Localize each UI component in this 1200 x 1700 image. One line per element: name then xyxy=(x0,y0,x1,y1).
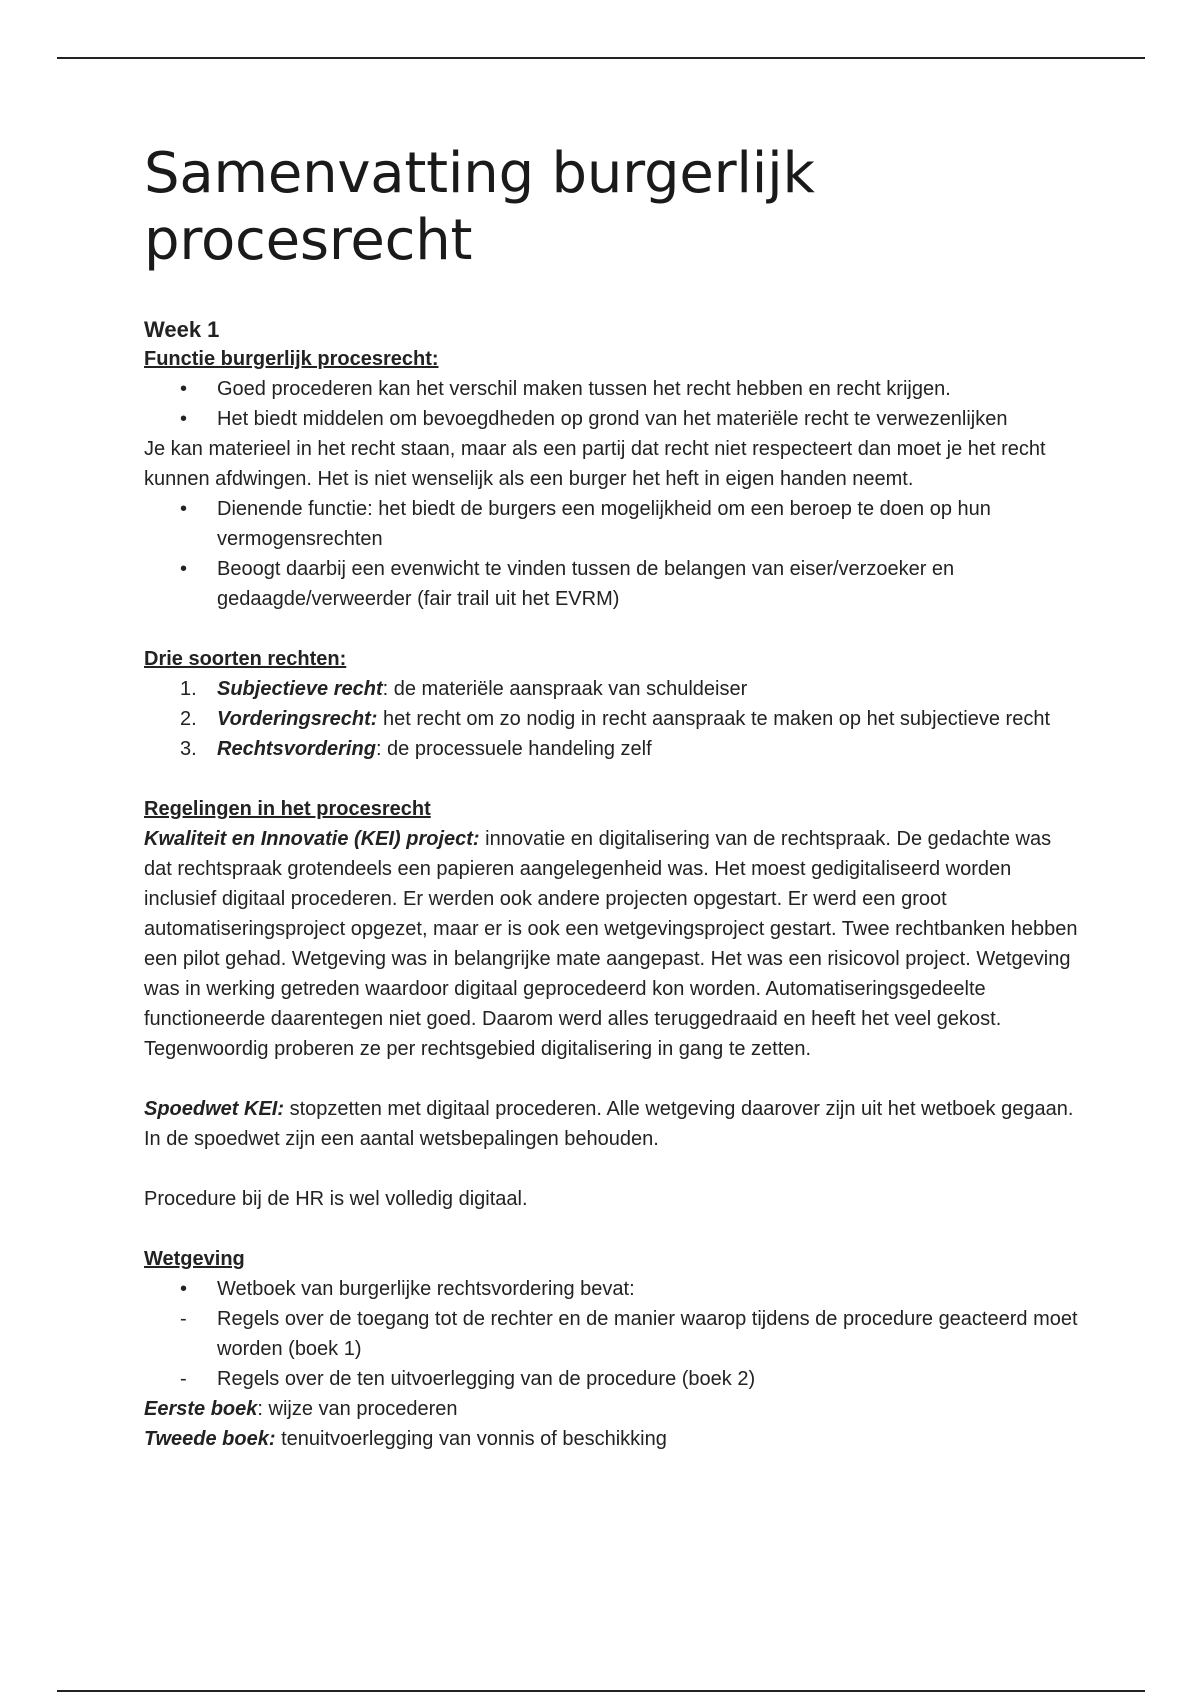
list-item: - Regels over de toegang tot de rechter en de manier waarop tijdens de procedure geacteerd moet worden (boek 1) xyxy=(144,1304,1084,1364)
document-title: Samenvatting burgerlijk procesrecht xyxy=(144,141,815,273)
list-item: • Dienende functie: het biedt de burgers een mogelijkheid om een beroep te doen op hun vermogensrechten xyxy=(144,494,1084,554)
list-item: - Regels over de ten uitvoerlegging van de procedure (boek 2) xyxy=(144,1364,1084,1394)
footer-rule xyxy=(57,1690,1145,1692)
paragraph: Je kan materieel in het recht staan, maar als een partij dat recht niet respecteert dan moet je het recht kunnen afdwingen. Het is niet wenselijk als een burger het heft in eigen handen neemt. xyxy=(144,438,1046,490)
book-line: Eerste boek: wijze van procederen xyxy=(144,1398,458,1420)
header-rule xyxy=(57,57,1145,59)
list-item: • Wetboek van burgerlijke rechtsvordering bevat: xyxy=(144,1274,1084,1304)
numbered-list xyxy=(144,674,1084,764)
bullet-list xyxy=(144,1274,1084,1394)
section-heading-regelingen: Regelingen in het procesrecht xyxy=(144,798,431,820)
book-line: Tweede boek: tenuitvoerlegging van vonnis of beschikking xyxy=(144,1428,667,1450)
list-item: 2. Vorderingsrecht: het recht om zo nodig in recht aanspraak te maken op het subjectieve recht xyxy=(180,708,1051,730)
bullet-icon: • xyxy=(180,408,188,430)
paragraph-spoedwet: Spoedwet KEI: stopzetten met digitaal procederen. Alle wetgeving daarover zijn uit het wetboek gegaan. In de spoedwet zijn een aantal wetsbepalingen behouden. xyxy=(144,1098,1074,1150)
dash-icon: - xyxy=(180,1308,187,1330)
bullet-icon: • xyxy=(180,558,188,580)
bullet-icon: • xyxy=(180,498,188,520)
list-item: • Het biedt middelen om bevoegdheden op grond van het materiële recht te verwezenlijken xyxy=(144,404,1084,434)
paragraph-hr: Procedure bij de HR is wel volledig digitaal. xyxy=(144,1188,528,1210)
dash-icon: - xyxy=(180,1368,187,1390)
list-item: • Goed procederen kan het verschil maken tussen het recht hebben en recht krijgen. xyxy=(144,374,1084,404)
section-heading-rechten: Drie soorten rechten: xyxy=(144,648,347,670)
document-body xyxy=(144,140,1084,1454)
paragraph-kei: Kwaliteit en Innovatie (KEI) project: innovatie en digitalisering van de rechtspraak. De gedachte was dat rechtspraak grotendeels een papieren aangelegenheid was. Het moest gedigitaliseerd worden inclusief digitaal procederen. Er werden ook andere projecten opgestart. Er werd een groot automatiseringsproject opgezet, maar er is ook een wetgevingsproject gestart. Twee rechtbanken hebben een pilot gehad. Wetgeving was in belangrijke mate aangepast. Het was een risicovol project. Wetgeving was in werking getreden waardoor digitaal geprocedeerd kon worden. Automatiseringsgedeelte functioneerde daarentegen niet goed. Daarom werd alles teruggedraaid en heeft het veel gekost. Tegenwoordig proberen ze per rechtsgebied digitalisering in gang te zetten. xyxy=(144,828,1078,1060)
bullet-icon: • xyxy=(180,1278,188,1300)
list-item: 3. Rechtsvordering: de processuele handeling zelf xyxy=(180,738,652,760)
section-heading-functie: Functie burgerlijk procesrecht: xyxy=(144,348,439,370)
list-item: • Beoogt daarbij een evenwicht te vinden tussen de belangen van eiser/verzoeker en gedaagde/verweerder (fair trail uit het EVRM) xyxy=(144,554,1084,614)
week-heading: Week 1 xyxy=(144,317,220,342)
bullet-icon: • xyxy=(180,378,188,400)
bullet-list xyxy=(144,494,1084,614)
list-item: 1. Subjectieve recht: de materiële aanspraak van schuldeiser xyxy=(180,678,748,700)
bullet-list xyxy=(144,374,1084,434)
section-heading-wetgeving: Wetgeving xyxy=(144,1248,245,1270)
